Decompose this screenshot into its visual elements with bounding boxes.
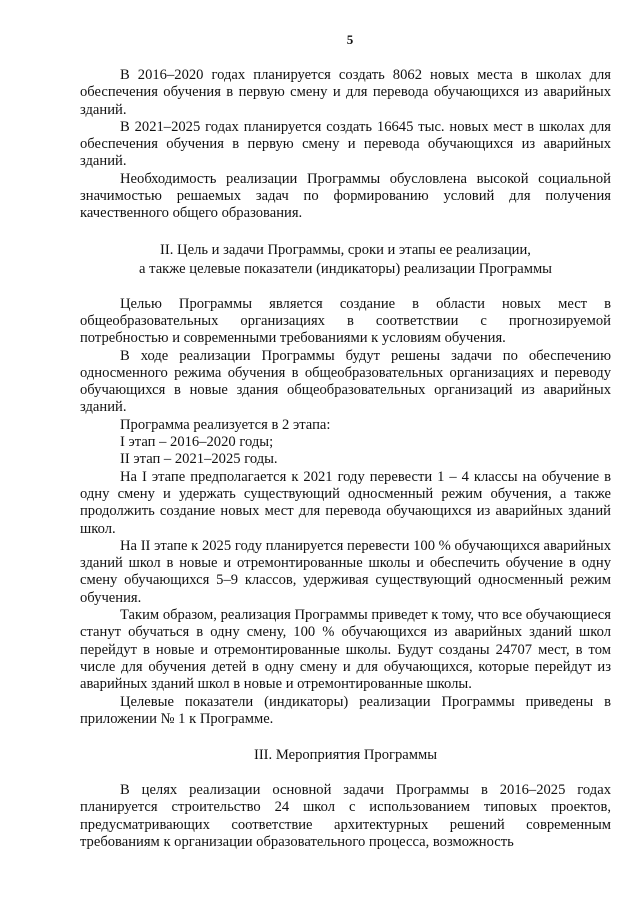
section-2-paragraph: Программа реализуется в 2 этапа: (120, 416, 331, 433)
section-2-paragraph: Таким образом, реализация Программы приведет к тому, что все обучающиеся станут обучаться в одну смену, 100 % обучающихся из аварийных зданий школ перейдут в новые и отремонтированные школы. Будут созданы 24707 мест, в том числе для обучения детей в одну смену и для обучающихся, которые перейдут из аварийных зданий школ в новые и отремонтированные школы. (80, 607, 611, 693)
section-2-paragraph: В ходе реализации Программы будут решены задачи по обеспечению односменного режима обучения в общеобразовательных организациях и переводу обучающихся в новые здания общеобразовательных организаций из аварийных зданий. (80, 347, 611, 416)
section-3-heading: III. Мероприятия Программы (253, 747, 438, 764)
intro-paragraph-2: В 2021–2025 годах планируется создать 16645 тыс. новых мест в школах для обеспечения обучения в первую смену и перевода обучающихся из аварийных зданий. (80, 118, 611, 170)
section-2-paragraph: На II этапе к 2025 году планируется перевести 100 % обучающихся аварийных зданий школ в новые и отремонтированные школы и обеспечить обучение в одну смену обучающихся 5–9 классов, удерживая существующий односменный режим обучения. (80, 537, 611, 606)
section-2-paragraph: На I этапе предполагается к 2021 году перевести 1 – 4 классы на обучение в одну смену и удержать существующий односменный режим обучения, а также продолжить создание новых мест для перевода обучающихся из аварийных зданий школ. (80, 468, 611, 537)
section-2-paragraph: Целью Программы является создание в области новых мест в общеобразовательных организациях в соответствии с прогнозируемой потребностью и современными требованиями к условиям обучения. (80, 295, 611, 347)
intro-paragraph-3: Необходимость реализации Программы обусловлена высокой социальной значимостью решаемых задач по формированию условий для получения качественного общего образования. (80, 170, 611, 222)
section-2-stage-2: II этап – 2021–2025 годы. (120, 451, 278, 468)
section-2-heading-line-1: II. Цель и задачи Программы, сроки и этапы ее реализации, (160, 241, 531, 258)
intro-paragraph-1: В 2016–2020 годах планируется создать 8062 новых места в школах для обеспечения обучения в первую смену и для перевода обучающихся из аварийных зданий. (80, 67, 611, 118)
section-2-stage-1: I этап – 2016–2020 годы; (120, 434, 274, 451)
section-2-heading-line-2: а также целевые показатели (индикаторы) реализации Программы (139, 260, 552, 277)
section-2-paragraph: Целевые показатели (индикаторы) реализации Программы приведены в приложении № 1 к Программе. (80, 693, 611, 727)
section-3-paragraph: В целях реализации основной задачи Программы в 2016–2025 годах планируется строительство 24 школ с использованием типовых проектов, предусматривающих соответствие архитектурных решений современным требованиям к организации образовательного процесса, возможность (80, 782, 611, 850)
document-body (80, 67, 611, 851)
page-number: 5 (346, 32, 354, 47)
